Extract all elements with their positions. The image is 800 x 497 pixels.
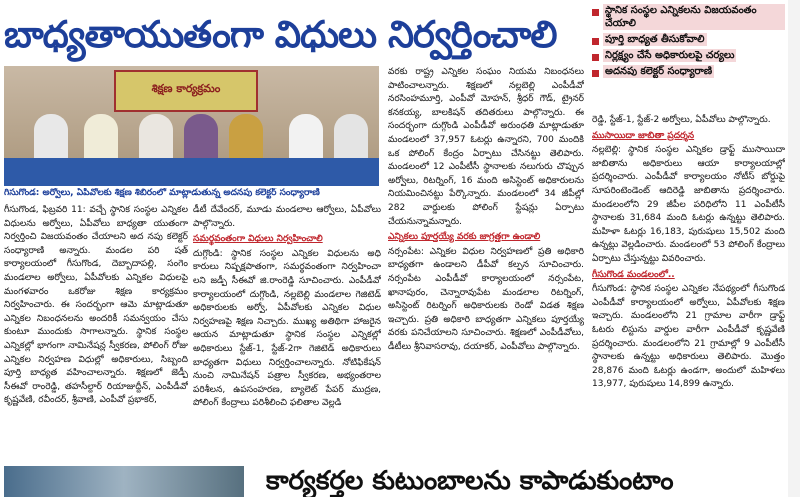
person-figure (84, 114, 118, 164)
next-article-photo (4, 466, 244, 497)
paragraph: నర్సంపేట: ఎన్నికల విధుల నిర్వహణలో ప్రతి అధికారి బాధ్యతగా ఉండాలని డీపీవో కల్పన సూచించారు. నర్సంపేట ఎంపీడీవో కార్యాలయంలో నర్సంపేట, ఖానాపురం, చెన్నారావుపేట మండలాల రిటర్నింగ్, అసిస్టెంట్ రిటర్నింగ్ అధికారులకు రెండో విడత శిక్షణ ఇచ్చారు. ప్రతి అధికారి బాధ్యతగా ఎన్నికలు పూర్తయ్యే వరకు పనిచేయాలని సూచించారు. శిక్షణలో ఎంపీడీవోలు, డీటీలు శ్రీనివాసరావు, దయాకర్, ఎంపీవోలు పాల్గొన్నారు. (388, 246, 584, 352)
highlight-text: పూర్తి బాధ్యత తీసుకోవాలి (605, 34, 705, 45)
highlight-item (592, 33, 785, 46)
article-column-1 (4, 204, 188, 464)
highlight-text: అదనపు కలెక్టర్ సంధ్యారాణి (605, 66, 713, 77)
highlight-item (592, 4, 785, 30)
person-figure (289, 114, 323, 164)
article-column-4 (592, 114, 785, 464)
headline: బాధ్యతాయుతంగా విధులు నిర్వర్తించాలి (4, 13, 557, 56)
photo-caption: గిసుగొండ: అర్వోలు, ఏపీవోలకు శిక్షణ శిబిరంలో మాట్లాడుతున్న అదనపు కలెక్టర్ సంధ్యారాణి (4, 188, 320, 198)
next-article-strip (4, 466, 789, 497)
person-figure (334, 114, 368, 164)
highlight-item (592, 65, 785, 78)
bullet-square-icon (592, 70, 599, 77)
paragraph: డీటీ దేవేందర్, మూడు మండలాల ఆర్వోలు, ఏపీవోలు పాల్గొన్నారు. (193, 205, 381, 229)
person-figure (34, 114, 68, 164)
adjacent-page-edge (788, 0, 800, 497)
news-photo (4, 66, 379, 186)
article-column-3 (388, 66, 584, 464)
person-figure (184, 114, 218, 164)
subheading: సమర్థవంతంగా విధులు నిర్వహించాలి (193, 234, 323, 245)
person-figure (139, 114, 173, 164)
photo-banner: శిక్షణ కార్యక్రమం (114, 70, 258, 112)
highlight-item (592, 49, 785, 62)
article-column-2 (193, 204, 381, 464)
person-figure (229, 114, 263, 164)
paragraph: రెడ్డి, స్టేజ్-1, స్టేజ్-2 అర్వోలు, ఏపీవోలు పాల్గొన్నారు. (592, 115, 771, 125)
table-cloth (4, 158, 379, 186)
bullet-square-icon (592, 38, 599, 45)
subheading: గీసుగొండ మండలంలో.. (592, 269, 675, 280)
paragraph: దుగ్గొండి: స్థానిక సంస్థల ఎన్నికల విధులను అధి కారులు నిష్పక్షపాతంగా, సమర్థవంతంగా నిర్వహించా లని జడ్పీ సీఈవో జి.రాంరెడ్డి సూచించారు. ఎంపీడీవో కార్యాలయంలో దుగ్గొండి, నల్లబెల్లి మండలాల గెజిటెడ్ అధికారులకు అర్వో, ఏపీవోలకు ఎన్నికల విధుల నిర్వహణపై శిక్షణ నిచ్చారు. ముఖ్య అతిథిగా హాజరైన ఆయన మాట్లాడుతూ స్థానిక సంస్థల ఎన్నికల్లో అధికారులు స్టేజ్-1, స్టేజ్-2గా గెజిటెడ్ అధికారులు బాధ్యతగా విధులు నిర్వర్తించాలన్నారు. నోటిఫికేషన్ నుంచి నామినేషన్ పత్రాల స్వీకరణ, అభ్యంతరాల పరిశీలన, ఉపసంహరణ, బ్యాలెట్ పేపర్ ముద్రణ, పోలింగ్ కేంద్రాలు పరిశీలించి ఫలితాల వెల్లడి (193, 248, 381, 409)
paragraph: నల్లబెల్లి: స్థానిక సంస్థల ఎన్నికల డ్రాఫ్ట్ ముసాయిదా జాబితాను అధికారులు ఆయా కార్యాలయాల్లో ప్రదర్శించారు. ఎంపీడీవో కార్యాలయం నోటీస్ బోర్డుపై సూపరింటెండెంట్ ఆదిరెడ్డి జాబితాను ప్రదర్శించారు. మండలంలోని 29 జీపీల పరిధిలోని 11 ఎంపీటీసీ స్థానాలకు 31,684 మంది ఓటర్లు ఉన్నట్టు తెలిపారు. మహిళా ఓటర్లు 16,183, పురుషులు 15,502 మంది ఉన్నట్లు వెల్లడించారు. మండలంలో 53 పోలింగ్ కేంద్రాలు ఏర్పాటు చేస్తున్నట్టు వివరించారు. (592, 145, 785, 264)
next-article-headline: కార్యకర్తల కుటుంబాలను కాపాడుకుంటాం (266, 466, 674, 496)
bullet-square-icon (592, 54, 599, 61)
highlights-box (592, 4, 785, 110)
subheading: ముసాయిదా జాబితా ప్రదర్శన (592, 130, 695, 141)
highlight-text: నిర్లక్ష్యం చేసే అధికారులపై చర్యలు (605, 50, 735, 61)
paragraph: గీసుగొండ, ఫిబ్రవరి 11: వచ్చే స్థానిక సంస్థల ఎన్నికల విధులను అర్వోలు, ఏపీవోలు బాధ్యతా యుతంగా నిర్వర్తించి విజయవంతం చేయాలని అద నపు కలెక్టర్ సంధ్యారాణి అన్నారు. మండల పరి షత్ కార్యాలయంలో గీసుగొండ, దెబ్బాదాపల్లి, సంగెం మండలాల అర్వోలు, ఏపీవోలకు ఎన్నికల విధులపై మంగళవారం ఒకరోజు శిక్షణ కార్యక్రమం నిర్వహించారు. ఈ సందర్భంగా ఆమె మాట్లాడుతూ ఎన్నికల నిబంధనలను అందరికీ సమన్వయం చేసు కుంటూ ముందుకు సాగాలన్నారు. స్థానిక సంస్థల ఎన్నికల్లో భాగంగా నామినేషన్ల స్వీకరణ, పోలింగ్ రోజు ఎన్నికల నిర్వహణ విధుల్లో అధికారులు, సిబ్బంది పూర్తి బాధ్యత వహించాలన్నారు. శిక్షణలో జెడ్పీ సీఈవో రాంరెడ్డి, తహసీల్దార్ రియాజుద్దీన్, ఎంపీడీవో కృష్ణవేణి, రవీందర్, శ్రీవాణి, ఎంపీవో ప్రభాకర్, (4, 205, 188, 406)
subheading: ఎన్నికలు పూర్తయ్యే వరకు జాగ్రత్తగా ఉండాలి (388, 232, 541, 243)
bullet-square-icon (592, 9, 599, 16)
highlight-text: స్థానిక సంస్థల ఎన్నికలను విజయవంతం చేయాలి (603, 4, 785, 30)
paragraph: గీసుగొండ: స్థానిక సంస్థల ఎన్నికల నేపథ్యంలో గీసుగొండ ఎంపీడీవో కార్యాలయంలో అర్వోలు, ఏపీవోలకు శిక్షణ ఇచ్చారు. మండలంలోని 21 గ్రామాల వారీగా డ్రాఫ్ట్ ఓటరు లిస్టును వార్డుల వారీగా ఎంపీడీవో కృష్ణవేణి ప్రదర్శించారు. మండలంలోని 21 గ్రామాల్లో 9 ఎంపీటీసీ స్థానాలకు ఉన్నట్టు అధికారులు తెలిపారు. మొత్తం 28,876 మంది ఓటర్లు ఉండగా, అందులో మహిళలు 13,977, పురుషులు 14,899 ఉన్నారు. (592, 284, 785, 390)
paragraph: వరకు రాష్ట్ర ఎన్నికల సంఘం నియమ నిబంధనలు పాటించాలన్నారు. శిక్షణలో నల్లబెల్లి ఎంపీడీవో నరసింహమూర్తి, ఎంపీవో మోహన్, శ్రీధర్ గౌడ్, ట్రైనర్ కనకయ్య, బాలకిషన్ తదితరులు పాల్గొన్నారు. ఈ సందర్భంగా దుగ్గొండి ఎంపీడీవో అరుంధతి మాట్లాడుతూ మండలంలో 37,957 ఓటర్లు ఉన్నారని, 700 మందికి ఒక పోలింగ్ కేంద్రం ఏర్పాటు చేసినట్టు తెలిపారు. మండలంలో 12 ఎంపీటీసీ స్థానాలకు నలుగురు చొప్పున అర్వోలు, రిటర్నింగ్, 16 మంది అసిస్టెంట్ అధికారులను నియమించినట్టు పేర్కొన్నారు. మండలంలో 34 జీపీల్లో 282 వార్డులకు పోలింగ్ స్టేషన్లు ఏర్పాటు చేయనున్నామన్నారు. (388, 67, 584, 227)
